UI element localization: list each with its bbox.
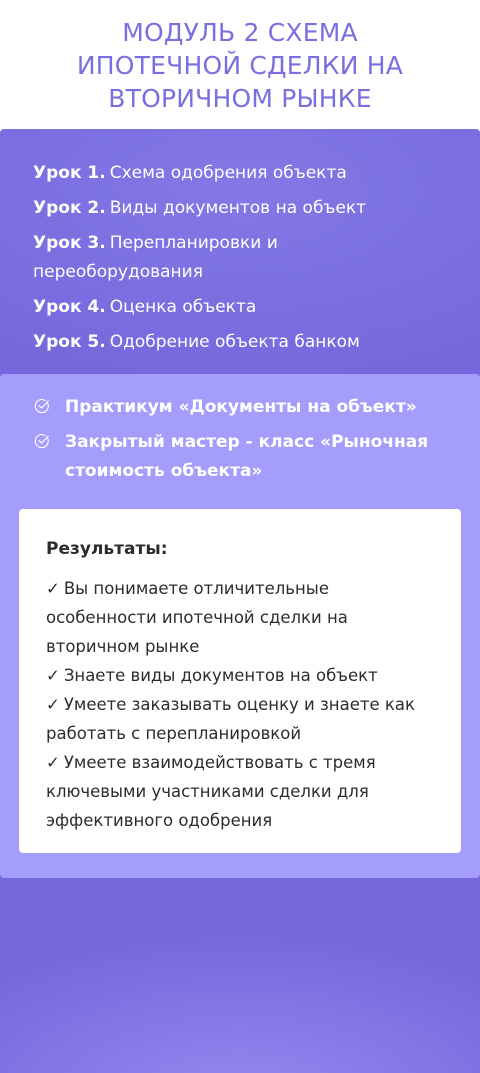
checkmark-icon: ✓ <box>46 695 60 714</box>
checkmark-icon: ✓ <box>46 666 60 685</box>
check-circle-icon <box>34 398 50 414</box>
lesson-list <box>33 159 453 363</box>
results-heading: Результаты: <box>46 539 168 559</box>
lesson-number: Урок 3. <box>33 233 106 253</box>
module-title <box>0 16 480 115</box>
result-item <box>46 574 426 661</box>
lesson-title: Виды документов на объект <box>109 198 367 218</box>
results-list <box>46 574 426 835</box>
result-text: Вы понимаете отличительные особенности ипотечной сделки на вторичном рынке <box>46 579 348 656</box>
result-item <box>46 690 426 748</box>
extra-item-label: Практикум «Документы на объект» <box>65 397 417 417</box>
extra-item-practicum <box>34 393 454 422</box>
result-text: Умеете взаимодействовать с тремя ключевыми участниками сделки для эффективного одобрения <box>46 753 376 830</box>
extra-item-label: Закрытый мастер - класс «Рыночная стоимость объекта» <box>65 432 429 481</box>
extra-item-masterclass <box>34 428 454 486</box>
lesson-item-4 <box>33 293 453 322</box>
checkmark-icon: ✓ <box>46 579 60 598</box>
module-title-line-2: ИПОТЕЧНОЙ СДЕЛКИ НА <box>76 51 404 80</box>
checkmark-icon: ✓ <box>46 753 60 772</box>
result-item <box>46 661 426 690</box>
result-text: Знаете виды документов на объект <box>63 666 378 685</box>
extras-list <box>34 393 454 492</box>
lesson-title: Перепланировки и переоборудования <box>33 233 278 282</box>
module-title-line-1: МОДУЛЬ 2 СХЕМА <box>122 18 358 47</box>
lesson-item-2 <box>33 194 453 223</box>
lesson-title: Оценка объекта <box>109 297 257 317</box>
check-circle-icon <box>34 433 50 449</box>
lesson-item-3 <box>33 229 453 287</box>
lesson-title: Одобрение объекта банком <box>109 332 360 352</box>
lesson-number: Урок 2. <box>33 198 106 218</box>
lesson-number: Урок 1. <box>33 163 106 183</box>
lesson-number: Урок 4. <box>33 297 106 317</box>
result-text: Умеете заказывать оценку и знаете как работать с перепланировкой <box>46 695 415 743</box>
lesson-item-5 <box>33 328 453 357</box>
lesson-item-1 <box>33 159 453 188</box>
module-title-line-3: ВТОРИЧНОМ РЫНКЕ <box>108 84 372 113</box>
lesson-title: Схема одобрения объекта <box>109 163 347 183</box>
result-item <box>46 748 426 835</box>
lesson-number: Урок 5. <box>33 332 106 352</box>
